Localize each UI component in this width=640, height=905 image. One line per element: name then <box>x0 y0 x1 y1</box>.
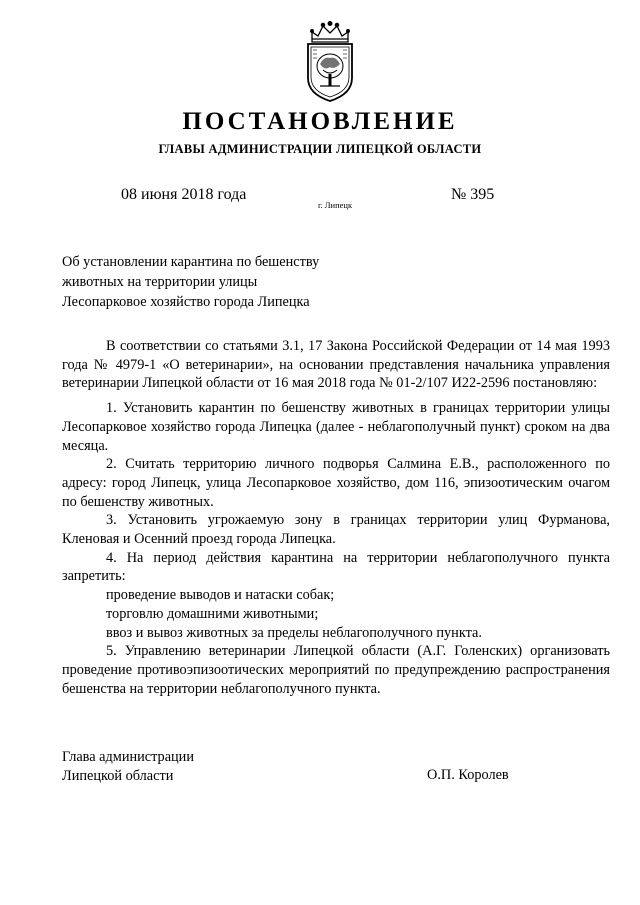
item-4-subitem: проведение выводов и натаски собак; <box>106 587 335 604</box>
document-subtitle: ГЛАВЫ АДМИНИСТРАЦИИ ЛИПЕЦКОЙ ОБЛАСТИ <box>158 142 482 156</box>
subject-line: животных на территории улицы <box>62 274 258 290</box>
coat-of-arms-emblem <box>298 20 362 104</box>
signature-position-line: Глава администрации <box>62 749 194 765</box>
document-subject <box>62 252 382 312</box>
subject-line: Лесопарковое хозяйство города Липецка <box>62 294 310 310</box>
document-body <box>62 337 610 698</box>
document-number: № 395 <box>451 186 495 203</box>
item-4-subitem: торговлю домашними животными; <box>106 605 319 622</box>
signature-position <box>62 748 194 786</box>
item-2-paragraph: 2. Считать территорию личного подворья Салмина Е.В., расположенного по адресу: город Липецк, улица Лесопарковое хозяйство, дом 116, эпизоотическим очагом по бешенству животных. <box>62 456 610 510</box>
signature-position-line: Липецкой области <box>62 768 174 784</box>
item-4-paragraph: 4. На период действия карантина на территории неблагополучного пункта запретить: <box>62 549 610 585</box>
item-4-subitem: ввоз и вывоз животных за пределы неблагополучного пункта. <box>106 624 482 641</box>
item-1-paragraph: 1. Установить карантин по бешенству животных в границах территории улицы Лесопарковое хозяйство города Липецка (далее - неблагополучный пункт) сроком на два месяца. <box>62 400 610 454</box>
document-title: ПОСТАНОВЛЕНИЕ <box>182 108 458 135</box>
item-5-paragraph: 5. Управлению ветеринарии Липецкой области (А.Г. Голенских) организовать проведение противоэпизоотических мероприятий по предупреждению распространения бешенства на территории неблагополучного пункта. <box>62 643 610 697</box>
signature-name: О.П. Королев <box>427 767 509 783</box>
document-city: г. Липецк <box>318 200 353 210</box>
document-date: 08 июня 2018 года <box>121 186 247 203</box>
preamble-paragraph: В соответствии со статьями 3.1, 17 Закона Российской Федерации от 14 мая 1993 года № 4979-1 «О ветеринарии», на основании представления начальника управления ветеринарии Липецкой области от 16 мая 2018 года № 01-2/107 И22-2596 постановляю: <box>62 338 610 392</box>
subject-line: Об установлении карантина по бешенству <box>62 254 320 270</box>
item-3-paragraph: 3. Установить угрожаемую зону в границах территории улиц Фурманова, Кленовая и Осенний проезд города Липецка. <box>62 512 610 548</box>
